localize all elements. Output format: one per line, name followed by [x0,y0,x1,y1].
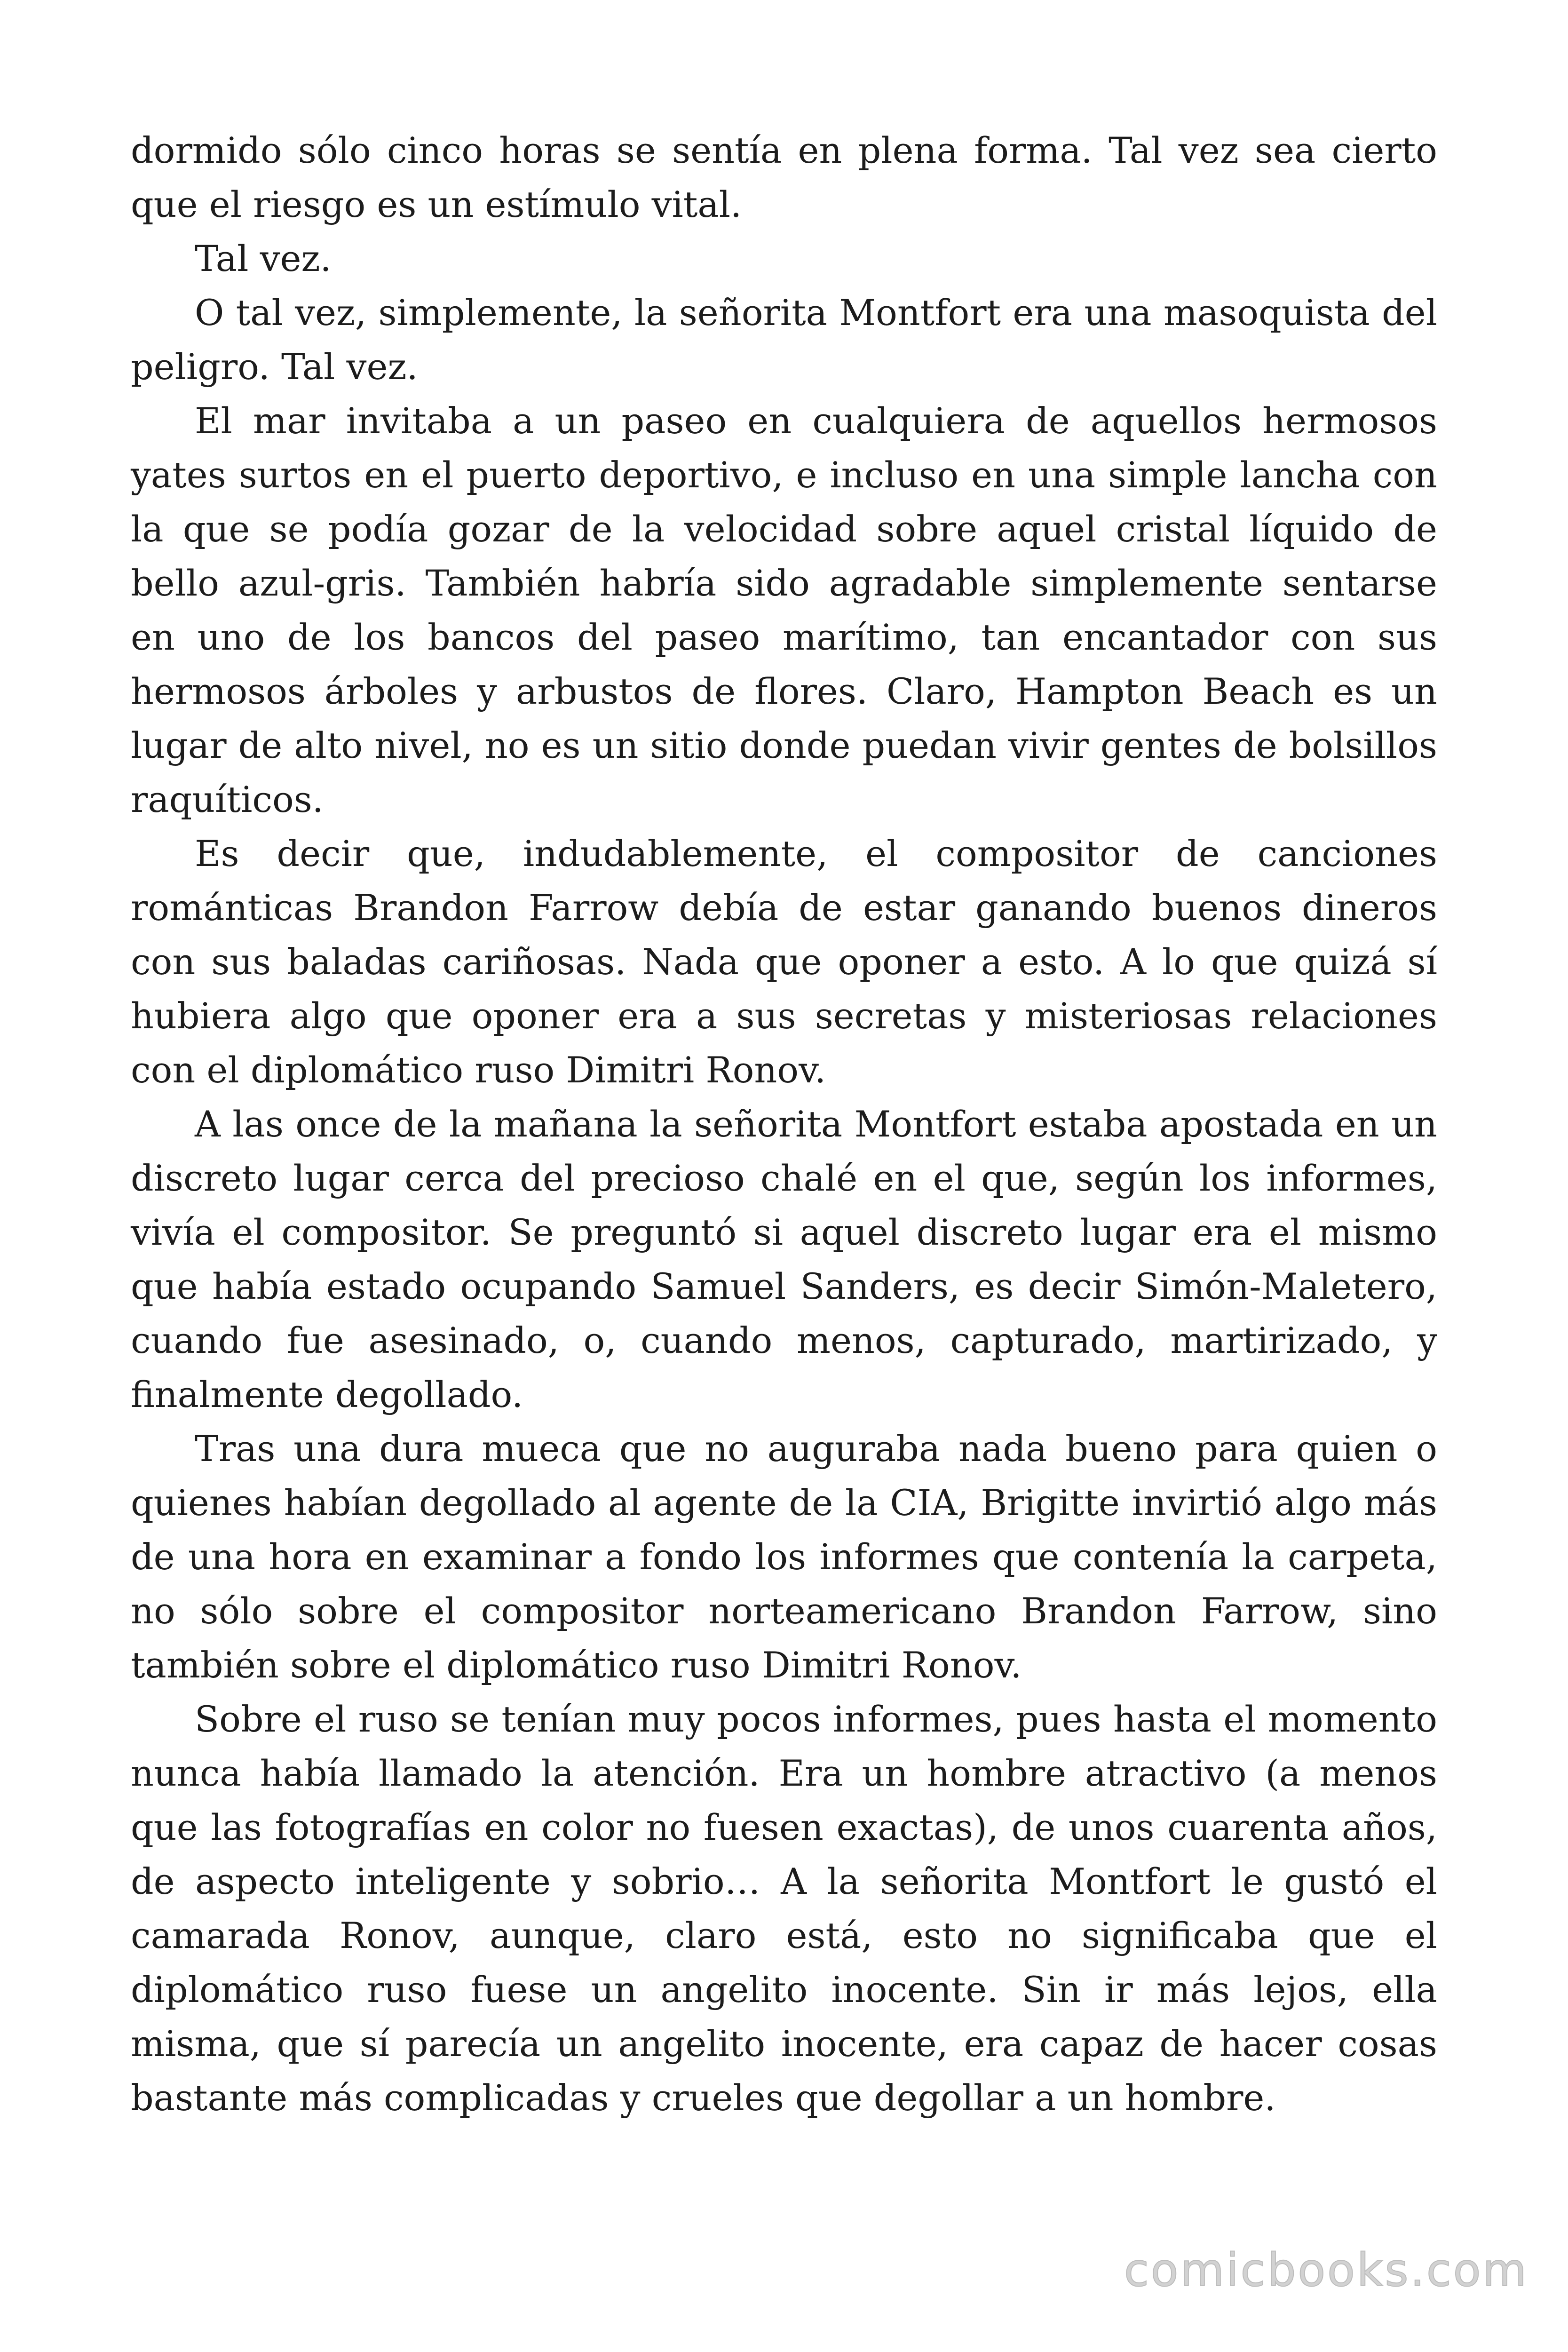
paragraph-4: El mar invitaba a un paseo en cualquiera de aquellos hermosos yates surtos en el puerto deportivo, e incluso en una simple lancha con la que se podía gozar de la velocidad sobre aquel cristal líquido de bello azul-gris. También habría sido agradable simplemente sentarse en uno de los bancos del paseo marítimo, tan encantador con sus hermosos árboles y arbustos de flores. Claro, Hampton Beach es un lugar de alto nivel, no es un sitio donde puedan vivir gentes de bolsillos raquíticos. [131,400,1437,820]
paragraph-3: O tal vez, simplemente, la señorita Montfort era una masoquista del peligro. Tal vez. [131,292,1437,388]
page-body [131,123,1437,2125]
paragraph-7: Tras una dura mueca que no auguraba nada bueno para quien o quienes habían degollado al agente de la CIA, Brigitte invirtió algo más de una hora en examinar a fondo los informes que contenía la carpeta, no sólo sobre el compositor norteamericano Brandon Farrow, sino también sobre el diplomático ruso Dimitri Ronov. [131,1428,1437,1686]
paragraph-2: Tal vez. [195,238,332,279]
paragraph-5: Es decir que, indudablemente, el compositor de canciones románticas Brandon Farrow debía de estar ganando buenos dineros con sus baladas cariñosas. Nada que oponer a esto. A lo que quizá sí hubiera algo que oponer era a sus secretas y misteriosas relaciones con el diplomático ruso Dimitri Ronov. [131,833,1437,1091]
watermark: comicbooks.com [1124,2244,1528,2296]
paragraph-6: A las once de la mañana la señorita Montfort estaba apostada en un discreto lugar cerca del precioso chalé en el que, según los informes, vivía el compositor. Se preguntó si aquel discreto lugar era el mismo que había estado ocupando Samuel Sanders, es decir Simón-Maletero, cuando fue asesinado, o, cuando menos, capturado, martirizado, y finalmente degollado. [131,1103,1437,1415]
paragraph-8: Sobre el ruso se tenían muy pocos informes, pues hasta el momento nunca había llamado la atención. Era un hombre atractivo (a menos que las fotografías en color no fuesen exactas), de unos cuarenta años, de aspecto inteligente y sobrio… A la señorita Montfort le gustó el camarada Ronov, aunque, claro está, esto no significaba que el diplomático ruso fuese un angelito inocente. Sin ir más lejos, ella misma, que sí parecía un angelito inocente, era capaz de hacer cosas bastante más complicadas y crueles que degollar a un hombre. [131,1698,1437,2119]
paragraph-1: dormido sólo cinco horas se sentía en plena forma. Tal vez sea cierto que el riesgo es un estímulo vital. [131,129,1437,225]
